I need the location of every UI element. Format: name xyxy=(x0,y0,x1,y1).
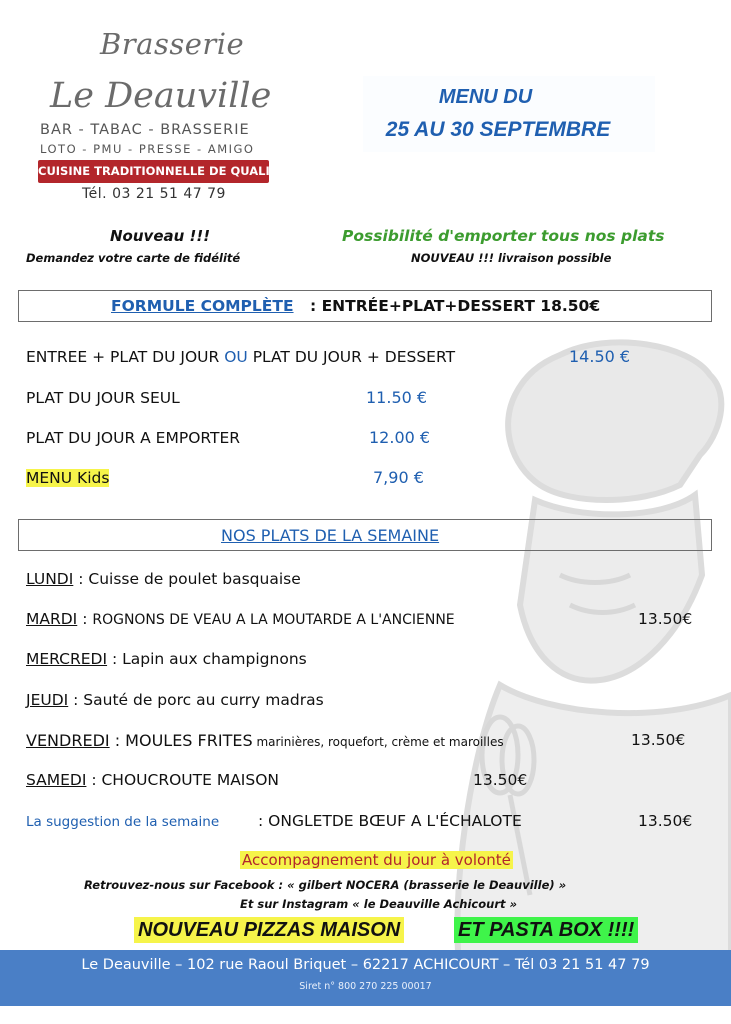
day-price: 13.50€ xyxy=(638,610,693,628)
day-dish: Lapin aux champignons xyxy=(122,650,307,668)
offer-label: ENTREE + PLAT DU JOUR xyxy=(26,348,225,366)
day-name: VENDREDI xyxy=(26,731,110,750)
day-price: 13.50€ xyxy=(631,731,686,749)
instagram-text: Et sur Instagram « le Deauville Achicourt » xyxy=(240,897,517,911)
kids-menu-label: MENU Kids xyxy=(26,469,110,487)
day-name: JEUDI xyxy=(26,691,69,709)
offer-label: PLAT DU JOUR SEUL xyxy=(26,389,180,407)
formule-label: FORMULE COMPLÈTE xyxy=(111,297,294,315)
offer-price: 7,90 € xyxy=(373,468,424,487)
facebook-text: Retrouvez-nous sur Facebook : « gilbert NOCERA (brasserie le Deauville) » xyxy=(84,878,567,892)
footer-address: Le Deauville – 102 rue Raoul Briquet – 62217 ACHICOURT – Tél 03 21 51 47 79 xyxy=(81,957,650,973)
fidelity-card-text: Demandez votre carte de fidélité xyxy=(26,251,241,265)
offer-label: PLAT DU JOUR A EMPORTER xyxy=(26,429,241,447)
day-sep: : xyxy=(68,691,84,709)
logo-phone: Tél. 03 21 51 47 79 xyxy=(82,186,226,202)
footer-siret: Siret n° 800 270 225 00017 xyxy=(299,981,432,992)
logo-brasserie-text: Brasserie xyxy=(100,27,245,61)
day-price: 13.50€ xyxy=(473,771,528,789)
day-name: MERCREDI xyxy=(26,650,108,668)
day-name: LUNDI xyxy=(26,570,74,588)
day-sep: : xyxy=(77,610,93,628)
logo-subtitle: BAR - TABAC - BRASSERIE xyxy=(40,122,250,138)
day-row xyxy=(26,731,504,750)
takeaway-text: Possibilité d'emporter tous nos plats xyxy=(342,227,665,245)
offer-price: 14.50 € xyxy=(569,347,631,366)
day-row xyxy=(26,691,324,709)
day-sep: : xyxy=(73,570,89,588)
day-sep: : xyxy=(107,650,123,668)
day-dish: CHOUCROUTE MAISON xyxy=(101,771,280,789)
formule-details: : ENTRÉE+PLAT+DESSERT 18.50€ xyxy=(310,297,601,315)
day-dish: Sauté de porc au curry madras xyxy=(83,691,324,709)
suggestion-sep: : xyxy=(258,812,269,830)
logo-banner: CUISINE TRADITIONNELLE DE QUALITÉ ! xyxy=(38,160,269,183)
offer-price: 11.50 € xyxy=(366,388,428,407)
nouveau-text: Nouveau !!! xyxy=(110,227,211,245)
day-dish-detail: marinières, roquefort, crème et maroilles xyxy=(252,735,504,749)
logo-services: LOTO - PMU - PRESSE - AMIGO xyxy=(40,142,255,156)
suggestion-price: 13.50€ xyxy=(638,812,693,830)
day-sep: : xyxy=(109,731,126,750)
day-row xyxy=(26,570,301,588)
section-title: NOS PLATS DE LA SEMAINE xyxy=(221,526,440,545)
day-row xyxy=(26,610,455,628)
pasta-banner: ET PASTA BOX !!!! xyxy=(454,917,638,943)
delivery-text: NOUVEAU !!! livraison possible xyxy=(411,251,612,265)
day-dish: Cuisse de poulet basquaise xyxy=(88,570,301,588)
day-name: SAMEDI xyxy=(26,771,87,789)
day-sep: : xyxy=(86,771,102,789)
offer-row xyxy=(26,348,455,366)
day-row xyxy=(26,771,279,789)
offer-label-b: PLAT DU JOUR + DESSERT xyxy=(247,348,456,366)
suggestion-label: La suggestion de la semaine xyxy=(26,814,220,830)
day-dish: MOULES FRITES xyxy=(125,731,253,750)
accompaniment-text: Accompagnement du jour à volonté xyxy=(242,851,511,869)
day-dish: ROGNONS DE VEAU A LA MOUTARDE A L'ANCIENNE xyxy=(92,612,455,628)
menu-title-dates: 25 AU 30 SEPTEMBRE xyxy=(385,118,611,141)
suggestion-dish-row xyxy=(258,812,522,830)
day-name: MARDI xyxy=(26,610,78,628)
pizza-banner: NOUVEAU PIZZAS MAISON xyxy=(134,917,404,943)
logo-name-text: Le Deauville xyxy=(50,76,272,116)
day-row xyxy=(26,650,307,668)
offer-price: 12.00 € xyxy=(369,428,431,447)
menu-title-line1: MENU DU xyxy=(438,86,533,108)
suggestion-dish: ONGLETDE BŒUF A L'ÉCHALOTE xyxy=(268,812,522,830)
offer-or: OU xyxy=(224,348,248,366)
